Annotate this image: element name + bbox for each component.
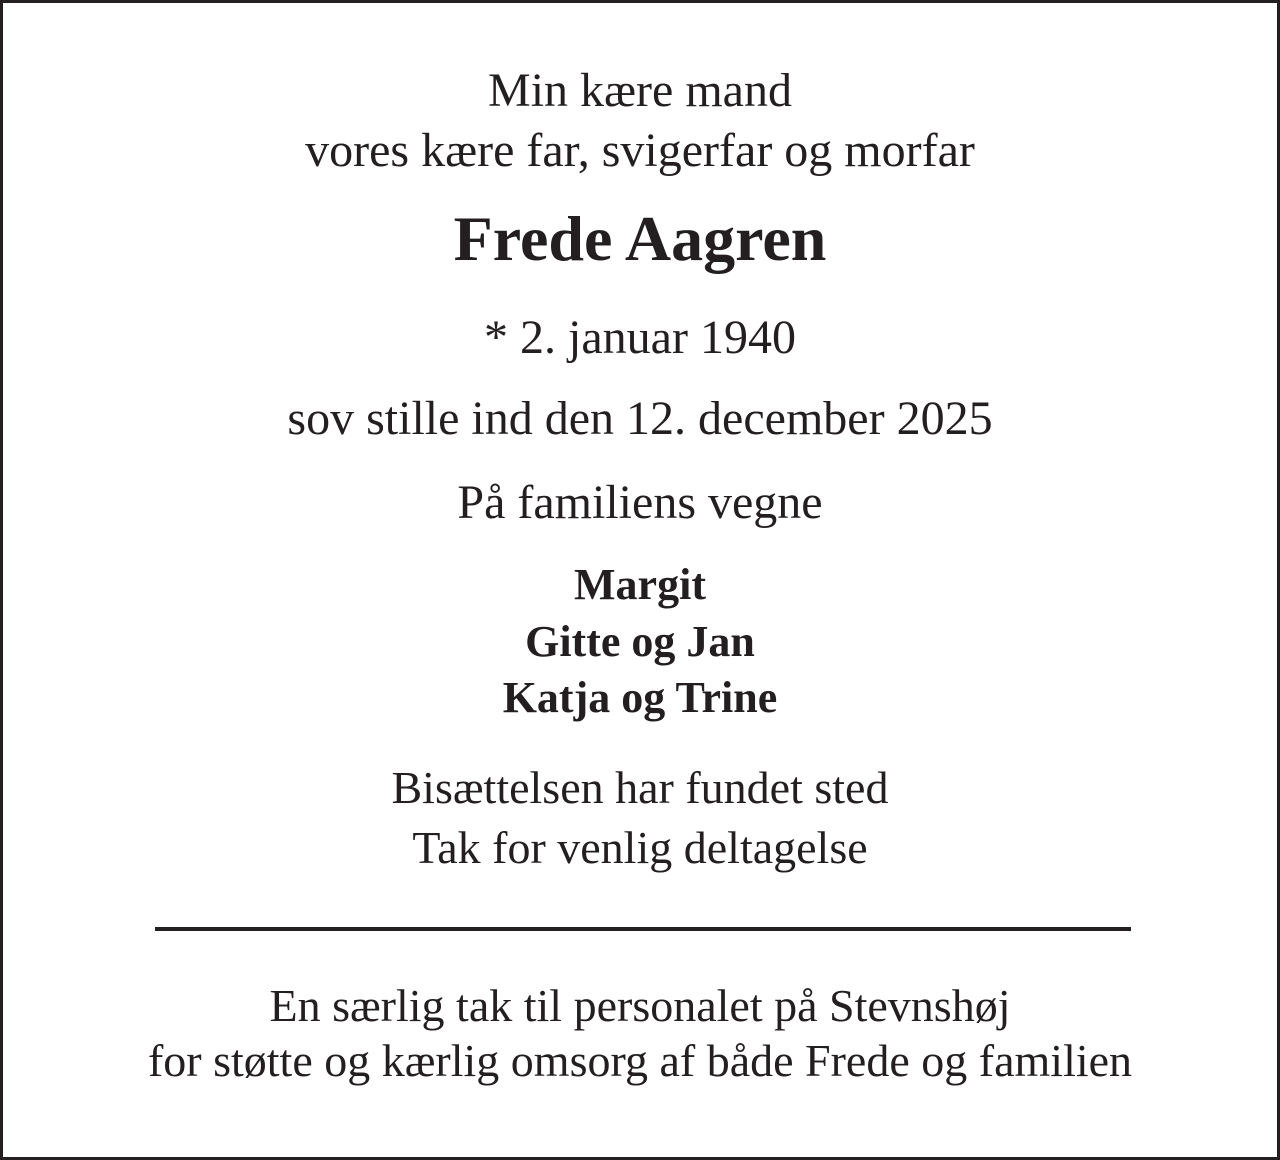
funeral-line-2: Tak for venlig deltagelse (412, 822, 868, 873)
family-member-2: Gitte og Jan (525, 617, 755, 666)
intro-line-1: Min kære mand (488, 64, 792, 117)
death-date: sov stille ind den 12. december 2025 (287, 392, 993, 445)
funeral-line-1: Bisættelsen har fundet sted (391, 762, 889, 813)
family-member-3: Katja og Trine (502, 673, 778, 722)
divider-line (155, 927, 1131, 931)
special-thanks-line-1: En særlig tak til personalet på Stevnshøj (269, 980, 1011, 1031)
special-thanks-line-2: for støtte og kærlig omsorg af både Frede og familien (147, 1035, 1133, 1086)
intro-line-2: vores kære far, svigerfar og morfar (305, 124, 975, 177)
birth-date: * 2. januar 1940 (484, 311, 796, 364)
family-member-1: Margit (574, 560, 706, 609)
on-behalf-line: På familiens vegne (457, 476, 823, 529)
deceased-name: Frede Aagren (453, 203, 827, 274)
